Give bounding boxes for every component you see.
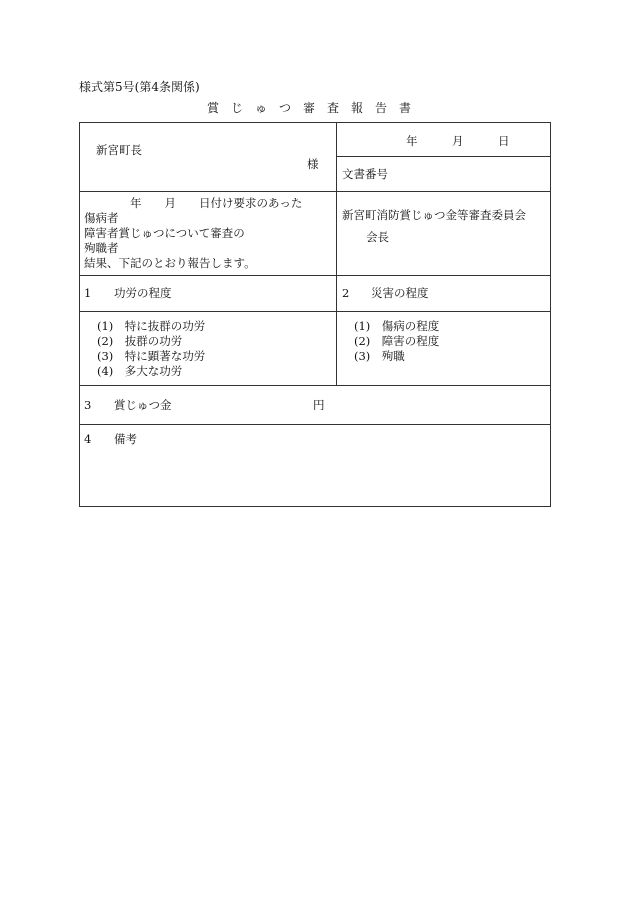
section3-number: 3: [84, 398, 92, 412]
row-divider-1: [80, 191, 551, 192]
section1-number: 1: [84, 286, 92, 300]
addressee-honorific: 様: [307, 157, 319, 171]
list-item: (2) 障害の程度: [354, 334, 440, 348]
request-date-line: 年 月 日付け要求のあった: [130, 196, 303, 210]
date-day-label: 日: [498, 134, 510, 148]
section2-item-list: [354, 319, 439, 364]
report-form-table: [79, 122, 551, 507]
section3-heading: 賞じゅつ金: [114, 398, 172, 412]
form-number: 様式第5号(第4条関係): [79, 80, 200, 94]
list-item: (1) 特に抜群の功労: [97, 319, 206, 333]
list-item: (3) 殉職: [354, 349, 405, 363]
option-disabled: 障害者賞じゅつについて審査の: [84, 226, 245, 240]
addressee-name: 新宮町長: [96, 143, 142, 157]
list-item: (3) 特に顕著な功労: [97, 349, 206, 363]
row-divider-3: [80, 311, 551, 312]
option-injured: 傷病者: [84, 211, 119, 225]
request-result-line: 結果、下記のとおり報告します。: [84, 256, 256, 270]
option-deceased: 殉職者: [84, 241, 119, 255]
row-divider-date: [336, 156, 551, 157]
section1-item-list: [97, 319, 205, 379]
section2-heading: 災害の程度: [371, 286, 429, 300]
committee-chair: 会長: [366, 230, 389, 244]
section2-number: 2: [342, 286, 350, 300]
column-divider: [336, 123, 337, 385]
row-divider-4: [80, 385, 551, 386]
committee-name: 新宮町消防賞じゅつ金等審査委員会: [342, 208, 526, 222]
list-item: (2) 抜群の功労: [97, 334, 183, 348]
document-title: 賞じゅつ審査報告書: [206, 101, 423, 115]
list-item: (1) 傷病の程度: [354, 319, 440, 333]
row-divider-5: [80, 424, 551, 425]
section1-heading: 功労の程度: [114, 286, 172, 300]
section4-number: 4: [84, 432, 92, 446]
date-year-label: 年: [406, 134, 418, 148]
list-item: (4) 多大な功労: [97, 364, 183, 378]
date-month-label: 月: [452, 134, 464, 148]
section4-heading: 備考: [114, 432, 137, 446]
section3-unit: 円: [313, 398, 325, 412]
row-divider-2: [80, 275, 551, 276]
document-number-label: 文書番号: [342, 167, 388, 181]
